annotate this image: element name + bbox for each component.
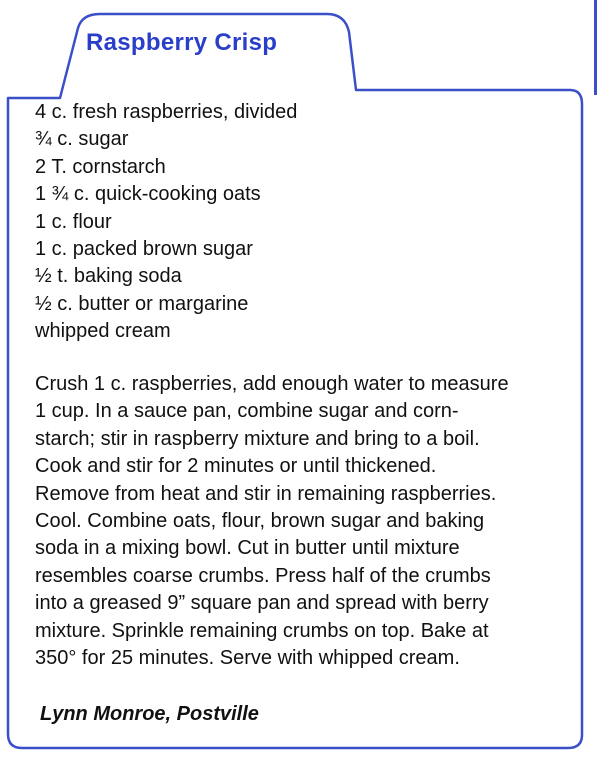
instruction-line: Remove from heat and stir in remaining raspberries.	[35, 482, 497, 505]
recipe-author: Lynn Monroe, Postville	[40, 703, 259, 725]
instruction-line: soda in a mixing bowl. Cut in butter until mixture	[35, 537, 460, 560]
ingredient-item: ¾ c. sugar	[35, 128, 129, 151]
ingredient-item: 1 c. flour	[35, 210, 112, 233]
instruction-line: into a greased 9” square pan and spread with berry	[35, 592, 489, 615]
ingredient-item: 4 c. fresh raspberries, divided	[35, 101, 298, 123]
instruction-line: Cool. Combine oats, flour, brown sugar and baking	[35, 510, 485, 533]
instruction-line: resembles coarse crumbs. Press half of the crumbs	[35, 564, 491, 587]
ingredient-item: ½ c. butter or margarine	[35, 292, 249, 315]
ingredient-item: 1 c. packed brown sugar	[35, 238, 253, 261]
recipe-instructions	[35, 371, 580, 672]
instruction-line: 350° for 25 minutes. Serve with whipped cream.	[35, 647, 460, 670]
instruction-line: mixture. Sprinkle remaining crumbs on top. Bake at	[35, 619, 489, 642]
ingredient-item: 2 T. cornstarch	[35, 155, 166, 178]
instruction-line: starch; stir in raspberry mixture and bring to a boil.	[35, 427, 480, 450]
ingredient-item: 1 ¾ c. quick-cooking oats	[35, 183, 261, 206]
recipe-title: Raspberry Crisp	[86, 29, 278, 56]
instruction-line: 1 cup. In a sauce pan, combine sugar and corn-	[35, 400, 459, 423]
instruction-line: Cook and stir for 2 minutes or until thickened.	[35, 455, 437, 478]
ingredient-item: whipped cream	[35, 320, 171, 343]
ingredient-item: ½ t. baking soda	[35, 265, 182, 288]
ingredient-list	[35, 99, 297, 346]
instruction-line: Crush 1 c. raspberries, add enough water to measure	[35, 373, 509, 395]
